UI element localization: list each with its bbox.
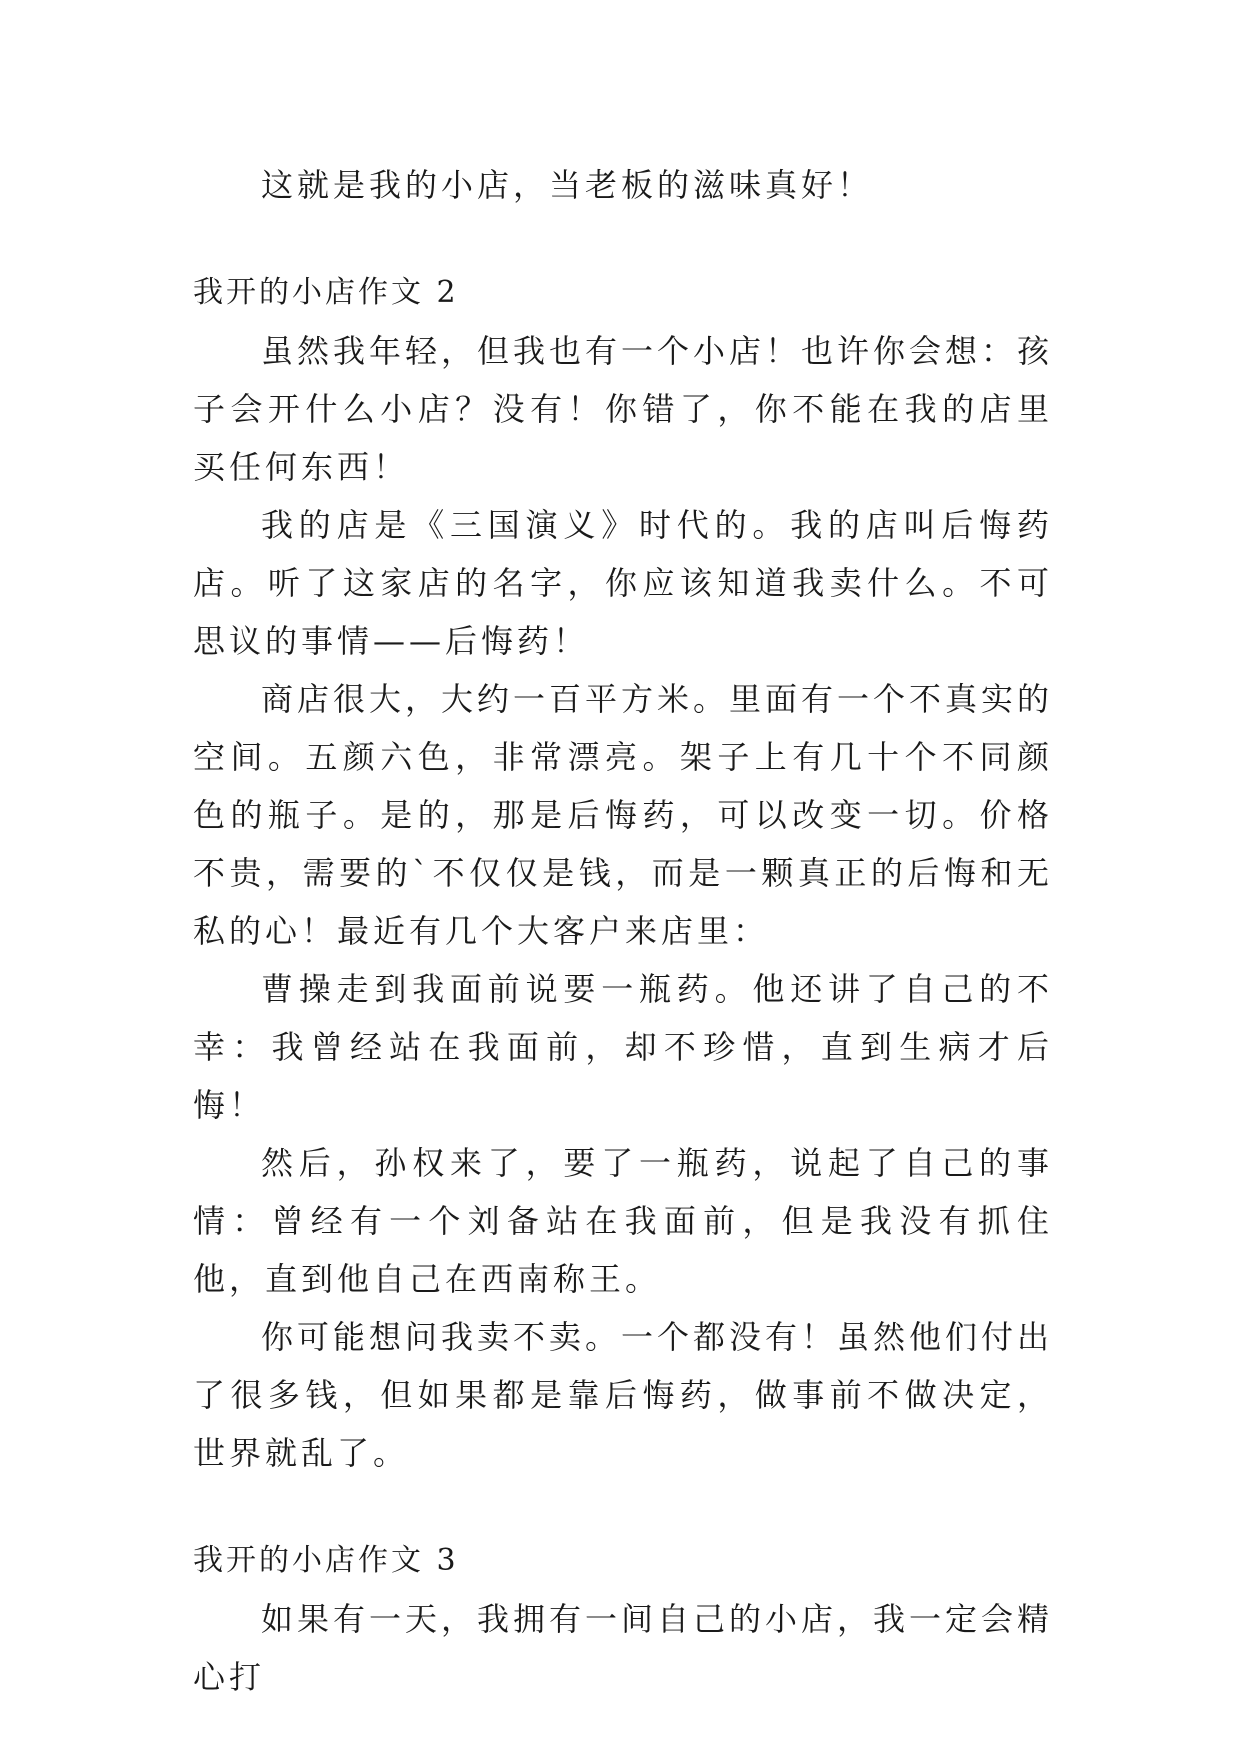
paragraph: 我的店是《三国演义》时代的。我的店叫后悔药店。听了这家店的名字，你应该知道我卖什么。不可思议的事情——后悔药！	[193, 506, 1053, 660]
paragraph: 然后，孙权来了，要了一瓶药，说起了自己的事情：曾经有一个刘备站在我面前，但是我没有抓住他，直到他自己在西南称王。	[193, 1144, 1053, 1298]
essay-section-3	[193, 1532, 1053, 1706]
section-title: 我开的小店作文 3	[193, 1543, 459, 1578]
document-body	[193, 156, 1053, 1706]
intro-paragraph: 这就是我的小店，当老板的滋味真好！	[261, 166, 874, 204]
section-title: 我开的小店作文 2	[193, 275, 459, 310]
paragraph: 如果有一天，我拥有一间自己的小店，我一定会精心打	[193, 1600, 1054, 1696]
paragraph: 虽然我年轻，但我也有一个小店！也许你会想：孩子会开什么小店？没有！你错了，你不能在我的店里买任何东西！	[193, 332, 1054, 486]
paragraph: 商店很大，大约一百平方米。里面有一个不真实的空间。五颜六色，非常漂亮。架子上有几十个不同颜色的瓶子。是的，那是后悔药，可以改变一切。价格不贵，需要的`不仅仅是钱，而是一颗真正的后悔和无私的心！最近有几个大客户来店里：	[193, 680, 1054, 950]
essay-section-2	[193, 264, 1053, 1482]
paragraph: 你可能想问我卖不卖。一个都没有！虽然他们付出了很多钱，但如果都是靠后悔药，做事前不做决定，世界就乱了。	[193, 1318, 1054, 1472]
paragraph: 曹操走到我面前说要一瓶药。他还讲了自己的不幸：我曾经站在我面前，却不珍惜，直到生病才后悔！	[193, 970, 1053, 1124]
